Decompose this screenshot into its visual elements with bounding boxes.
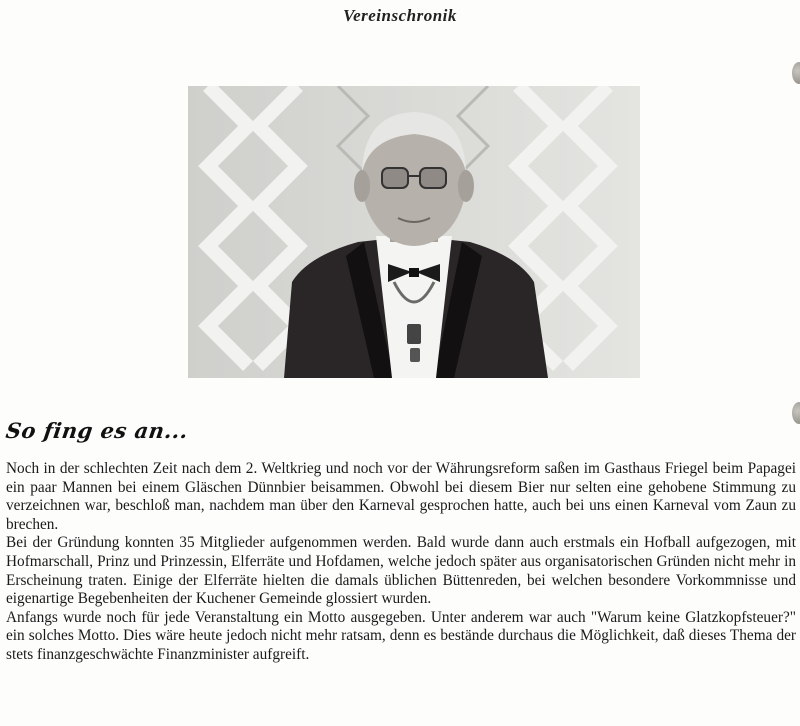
binder-hole: [792, 62, 800, 84]
paragraph-founding-idea: Noch in der schlechten Zeit nach dem 2. Weltkrieg und noch vor der Währungsreform saßen im Gasthaus Friegel beim Papagei ein paar Mannen bei einem Gläschen Dünnbier beisammen. Obwohl bei diesem Bier nur selten eine gehobene Stimmung zu verzeichnen war, beschloß man, nachdem man über den Karneval gesprochen hatte, auch bei uns einen Karneval vom Zaun zu brechen.: [6, 460, 796, 533]
paragraph-motto: Anfangs wurde noch für jede Veranstaltung ein Motto ausgegeben. Unter anderem war auch "Warum keine Glatzkopfsteuer?" ein solches Motto. Dies wäre heute jedoch nicht mehr ratsam, denn es bestände durchaus die Möglichkeit, daß dieses Thema der stets finanzgeschwächte Finanzminister aufgreift.: [6, 608, 796, 663]
portrait-photo: [188, 86, 640, 378]
section-heading: So fing es an...: [4, 418, 190, 443]
page-header-title: Vereinschronik: [343, 6, 457, 25]
portrait-photo-icon: [188, 86, 640, 378]
paragraph-first-hofball: Bei der Gründung konnten 35 Mitglieder aufgenommen werden. Bald wurde dann auch erstmals ein Hofball aufgezogen, mit Hofmarschall, Prinz und Prinzessin, Elferräte und Hofdamen, welche jedoch später aus organisatorischen Gründen nicht mehr in Erscheinung traten. Einige der Elferräte hielten die damals üblichen Büttenreden, bei welchen besondere Vorkommnisse und eigenartige Begebenheiten der Kuchener Gemeinde glossiert wurden.: [6, 534, 796, 608]
chronicle-text: [6, 460, 796, 665]
binder-hole: [792, 402, 800, 424]
